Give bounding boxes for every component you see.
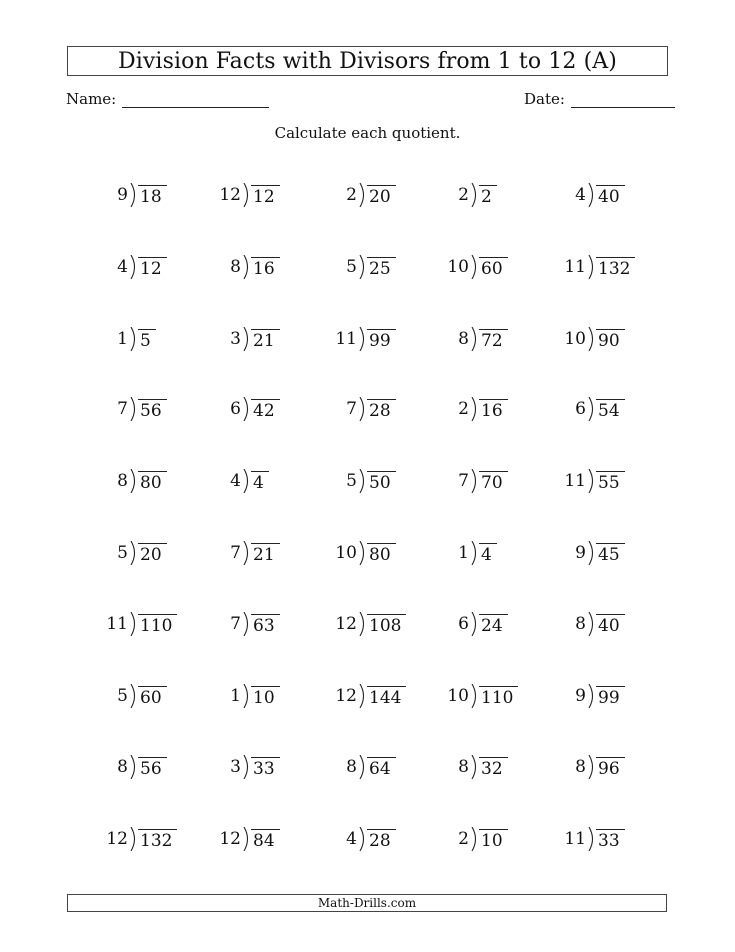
dividend: 5 <box>138 329 156 352</box>
dividend: 21 <box>251 329 280 352</box>
division-problem <box>443 610 508 638</box>
divisor: 5 <box>346 470 357 491</box>
dividend: 20 <box>367 185 396 208</box>
division-problem <box>102 825 177 853</box>
division-problem <box>331 825 396 853</box>
division-problem <box>331 753 396 781</box>
division-problem <box>443 467 508 495</box>
divisor: 7 <box>230 542 241 563</box>
long-division-bracket-icon <box>471 469 479 493</box>
long-division-bracket-icon <box>588 397 596 421</box>
division-problem <box>102 253 167 281</box>
long-division-bracket-icon <box>130 612 138 636</box>
long-division-bracket-icon <box>588 327 596 351</box>
divisor: 12 <box>335 613 357 634</box>
dividend: 4 <box>479 543 497 566</box>
divisor: 12 <box>106 828 128 849</box>
worksheet-title: Division Facts with Divisors from 1 to 12 (A) <box>67 46 668 76</box>
division-problem <box>331 610 406 638</box>
divisor: 5 <box>346 256 357 277</box>
division-problem <box>102 682 167 710</box>
dividend: 28 <box>367 399 396 422</box>
divisor: 2 <box>458 828 469 849</box>
long-division-bracket-icon <box>588 612 596 636</box>
dividend: 80 <box>367 543 396 566</box>
divisor: 2 <box>458 184 469 205</box>
instructions: Calculate each quotient. <box>274 124 461 142</box>
division-problem <box>102 395 167 423</box>
dividend: 40 <box>596 614 625 637</box>
division-problem <box>443 325 508 353</box>
long-division-bracket-icon <box>471 612 479 636</box>
divisor: 8 <box>117 756 128 777</box>
long-division-bracket-icon <box>130 541 138 565</box>
divisor: 8 <box>346 756 357 777</box>
divisor: 12 <box>335 685 357 706</box>
division-problem <box>331 467 396 495</box>
dividend: 132 <box>596 257 635 280</box>
division-problem <box>215 181 280 209</box>
divisor: 4 <box>230 470 241 491</box>
long-division-bracket-icon <box>359 255 367 279</box>
long-division-bracket-icon <box>471 183 479 207</box>
long-division-bracket-icon <box>471 541 479 565</box>
division-problem <box>102 753 167 781</box>
dividend: 60 <box>138 686 167 709</box>
divisor: 4 <box>346 828 357 849</box>
dividend: 42 <box>251 399 280 422</box>
long-division-bracket-icon <box>359 827 367 851</box>
dividend: 21 <box>251 543 280 566</box>
long-division-bracket-icon <box>243 469 251 493</box>
dividend: 64 <box>367 757 396 780</box>
long-division-bracket-icon <box>359 327 367 351</box>
divisor: 7 <box>117 398 128 419</box>
divisor: 10 <box>564 328 586 349</box>
divisor: 5 <box>117 685 128 706</box>
dividend: 63 <box>251 614 280 637</box>
divisor: 2 <box>458 398 469 419</box>
long-division-bracket-icon <box>588 541 596 565</box>
division-problem <box>215 825 280 853</box>
division-problem <box>102 539 167 567</box>
division-problem <box>331 325 396 353</box>
dividend: 110 <box>138 614 177 637</box>
divisor: 4 <box>117 256 128 277</box>
dividend: 132 <box>138 829 177 852</box>
division-problem <box>443 181 497 209</box>
dividend: 99 <box>596 686 625 709</box>
long-division-bracket-icon <box>588 684 596 708</box>
division-problem <box>560 753 625 781</box>
dividend: 20 <box>138 543 167 566</box>
divisor: 9 <box>117 184 128 205</box>
long-division-bracket-icon <box>588 827 596 851</box>
division-problem <box>560 181 625 209</box>
division-problem <box>215 539 280 567</box>
division-problem <box>443 539 497 567</box>
long-division-bracket-icon <box>243 327 251 351</box>
dividend: 4 <box>251 471 269 494</box>
division-problem <box>443 825 508 853</box>
long-division-bracket-icon <box>359 684 367 708</box>
dividend: 25 <box>367 257 396 280</box>
divisor: 7 <box>230 613 241 634</box>
divisor: 8 <box>230 256 241 277</box>
divisor: 10 <box>447 256 469 277</box>
division-problem <box>560 825 625 853</box>
long-division-bracket-icon <box>588 255 596 279</box>
long-division-bracket-icon <box>130 755 138 779</box>
name-label: Name: <box>66 90 117 108</box>
dividend: 12 <box>251 185 280 208</box>
division-problem <box>215 610 280 638</box>
divisor: 11 <box>564 256 586 277</box>
long-division-bracket-icon <box>130 469 138 493</box>
division-problem <box>215 325 280 353</box>
division-problem <box>331 682 406 710</box>
divisor: 1 <box>230 685 241 706</box>
division-problem <box>443 753 508 781</box>
long-division-bracket-icon <box>243 183 251 207</box>
divisor: 10 <box>335 542 357 563</box>
date-label: Date: <box>524 90 565 108</box>
long-division-bracket-icon <box>359 541 367 565</box>
dividend: 10 <box>251 686 280 709</box>
dividend: 56 <box>138 399 167 422</box>
dividend: 28 <box>367 829 396 852</box>
division-problem <box>215 467 269 495</box>
division-problem <box>215 682 280 710</box>
divisor: 12 <box>219 828 241 849</box>
long-division-bracket-icon <box>359 612 367 636</box>
long-division-bracket-icon <box>471 827 479 851</box>
dividend: 99 <box>367 329 396 352</box>
long-division-bracket-icon <box>588 755 596 779</box>
long-division-bracket-icon <box>471 397 479 421</box>
divisor: 1 <box>458 542 469 563</box>
divisor: 10 <box>447 685 469 706</box>
long-division-bracket-icon <box>130 255 138 279</box>
dividend: 2 <box>479 185 497 208</box>
division-problem <box>331 181 396 209</box>
division-problem <box>560 325 625 353</box>
dividend: 108 <box>367 614 406 637</box>
divisor: 8 <box>117 470 128 491</box>
division-problem <box>560 539 625 567</box>
divisor: 7 <box>346 398 357 419</box>
long-division-bracket-icon <box>130 397 138 421</box>
dividend: 45 <box>596 543 625 566</box>
dividend: 96 <box>596 757 625 780</box>
division-problem <box>102 610 177 638</box>
division-problem <box>443 253 508 281</box>
dividend: 40 <box>596 185 625 208</box>
division-problem <box>215 753 280 781</box>
divisor: 3 <box>230 328 241 349</box>
divisor: 9 <box>575 685 586 706</box>
divisor: 8 <box>458 756 469 777</box>
dividend: 50 <box>367 471 396 494</box>
long-division-bracket-icon <box>243 255 251 279</box>
dividend: 55 <box>596 471 625 494</box>
divisor: 11 <box>564 828 586 849</box>
division-problem <box>443 682 518 710</box>
divisor: 9 <box>575 542 586 563</box>
divisor: 5 <box>117 542 128 563</box>
division-problem <box>560 395 625 423</box>
division-problem <box>331 395 396 423</box>
dividend: 24 <box>479 614 508 637</box>
dividend: 56 <box>138 757 167 780</box>
footer: Math-Drills.com <box>67 894 667 912</box>
dividend: 16 <box>479 399 508 422</box>
long-division-bracket-icon <box>471 755 479 779</box>
divisor: 11 <box>335 328 357 349</box>
divisor: 12 <box>219 184 241 205</box>
long-division-bracket-icon <box>359 397 367 421</box>
divisor: 8 <box>575 613 586 634</box>
long-division-bracket-icon <box>359 755 367 779</box>
dividend: 54 <box>596 399 625 422</box>
division-problem <box>560 467 625 495</box>
divisor: 11 <box>564 470 586 491</box>
dividend: 32 <box>479 757 508 780</box>
dividend: 90 <box>596 329 625 352</box>
dividend: 33 <box>251 757 280 780</box>
long-division-bracket-icon <box>243 612 251 636</box>
dividend: 12 <box>138 257 167 280</box>
division-problem <box>331 539 396 567</box>
division-problem <box>560 610 625 638</box>
divisor: 11 <box>106 613 128 634</box>
long-division-bracket-icon <box>359 183 367 207</box>
long-division-bracket-icon <box>243 755 251 779</box>
division-problem <box>560 682 625 710</box>
long-division-bracket-icon <box>130 684 138 708</box>
division-problem <box>102 181 167 209</box>
division-problem <box>215 395 280 423</box>
divisor: 6 <box>230 398 241 419</box>
dividend: 110 <box>479 686 518 709</box>
division-problem <box>102 325 156 353</box>
division-problem <box>331 253 396 281</box>
divisor: 6 <box>575 398 586 419</box>
dividend: 33 <box>596 829 625 852</box>
division-problem <box>560 253 635 281</box>
long-division-bracket-icon <box>471 684 479 708</box>
dividend: 10 <box>479 829 508 852</box>
dividend: 60 <box>479 257 508 280</box>
long-division-bracket-icon <box>243 684 251 708</box>
divisor: 4 <box>575 184 586 205</box>
dividend: 84 <box>251 829 280 852</box>
divisor: 8 <box>458 328 469 349</box>
divisor: 7 <box>458 470 469 491</box>
long-division-bracket-icon <box>130 183 138 207</box>
division-problem <box>102 467 167 495</box>
long-division-bracket-icon <box>359 469 367 493</box>
long-division-bracket-icon <box>243 541 251 565</box>
dividend: 16 <box>251 257 280 280</box>
division-problem <box>215 253 280 281</box>
long-division-bracket-icon <box>471 255 479 279</box>
dividend: 18 <box>138 185 167 208</box>
long-division-bracket-icon <box>130 827 138 851</box>
dividend: 80 <box>138 471 167 494</box>
dividend: 144 <box>367 686 406 709</box>
long-division-bracket-icon <box>471 327 479 351</box>
dividend: 70 <box>479 471 508 494</box>
divisor: 6 <box>458 613 469 634</box>
divisor: 8 <box>575 756 586 777</box>
long-division-bracket-icon <box>243 827 251 851</box>
divisor: 1 <box>117 328 128 349</box>
dividend: 72 <box>479 329 508 352</box>
long-division-bracket-icon <box>130 327 138 351</box>
long-division-bracket-icon <box>243 397 251 421</box>
long-division-bracket-icon <box>588 469 596 493</box>
division-problem <box>443 395 508 423</box>
divisor: 3 <box>230 756 241 777</box>
divisor: 2 <box>346 184 357 205</box>
long-division-bracket-icon <box>588 183 596 207</box>
